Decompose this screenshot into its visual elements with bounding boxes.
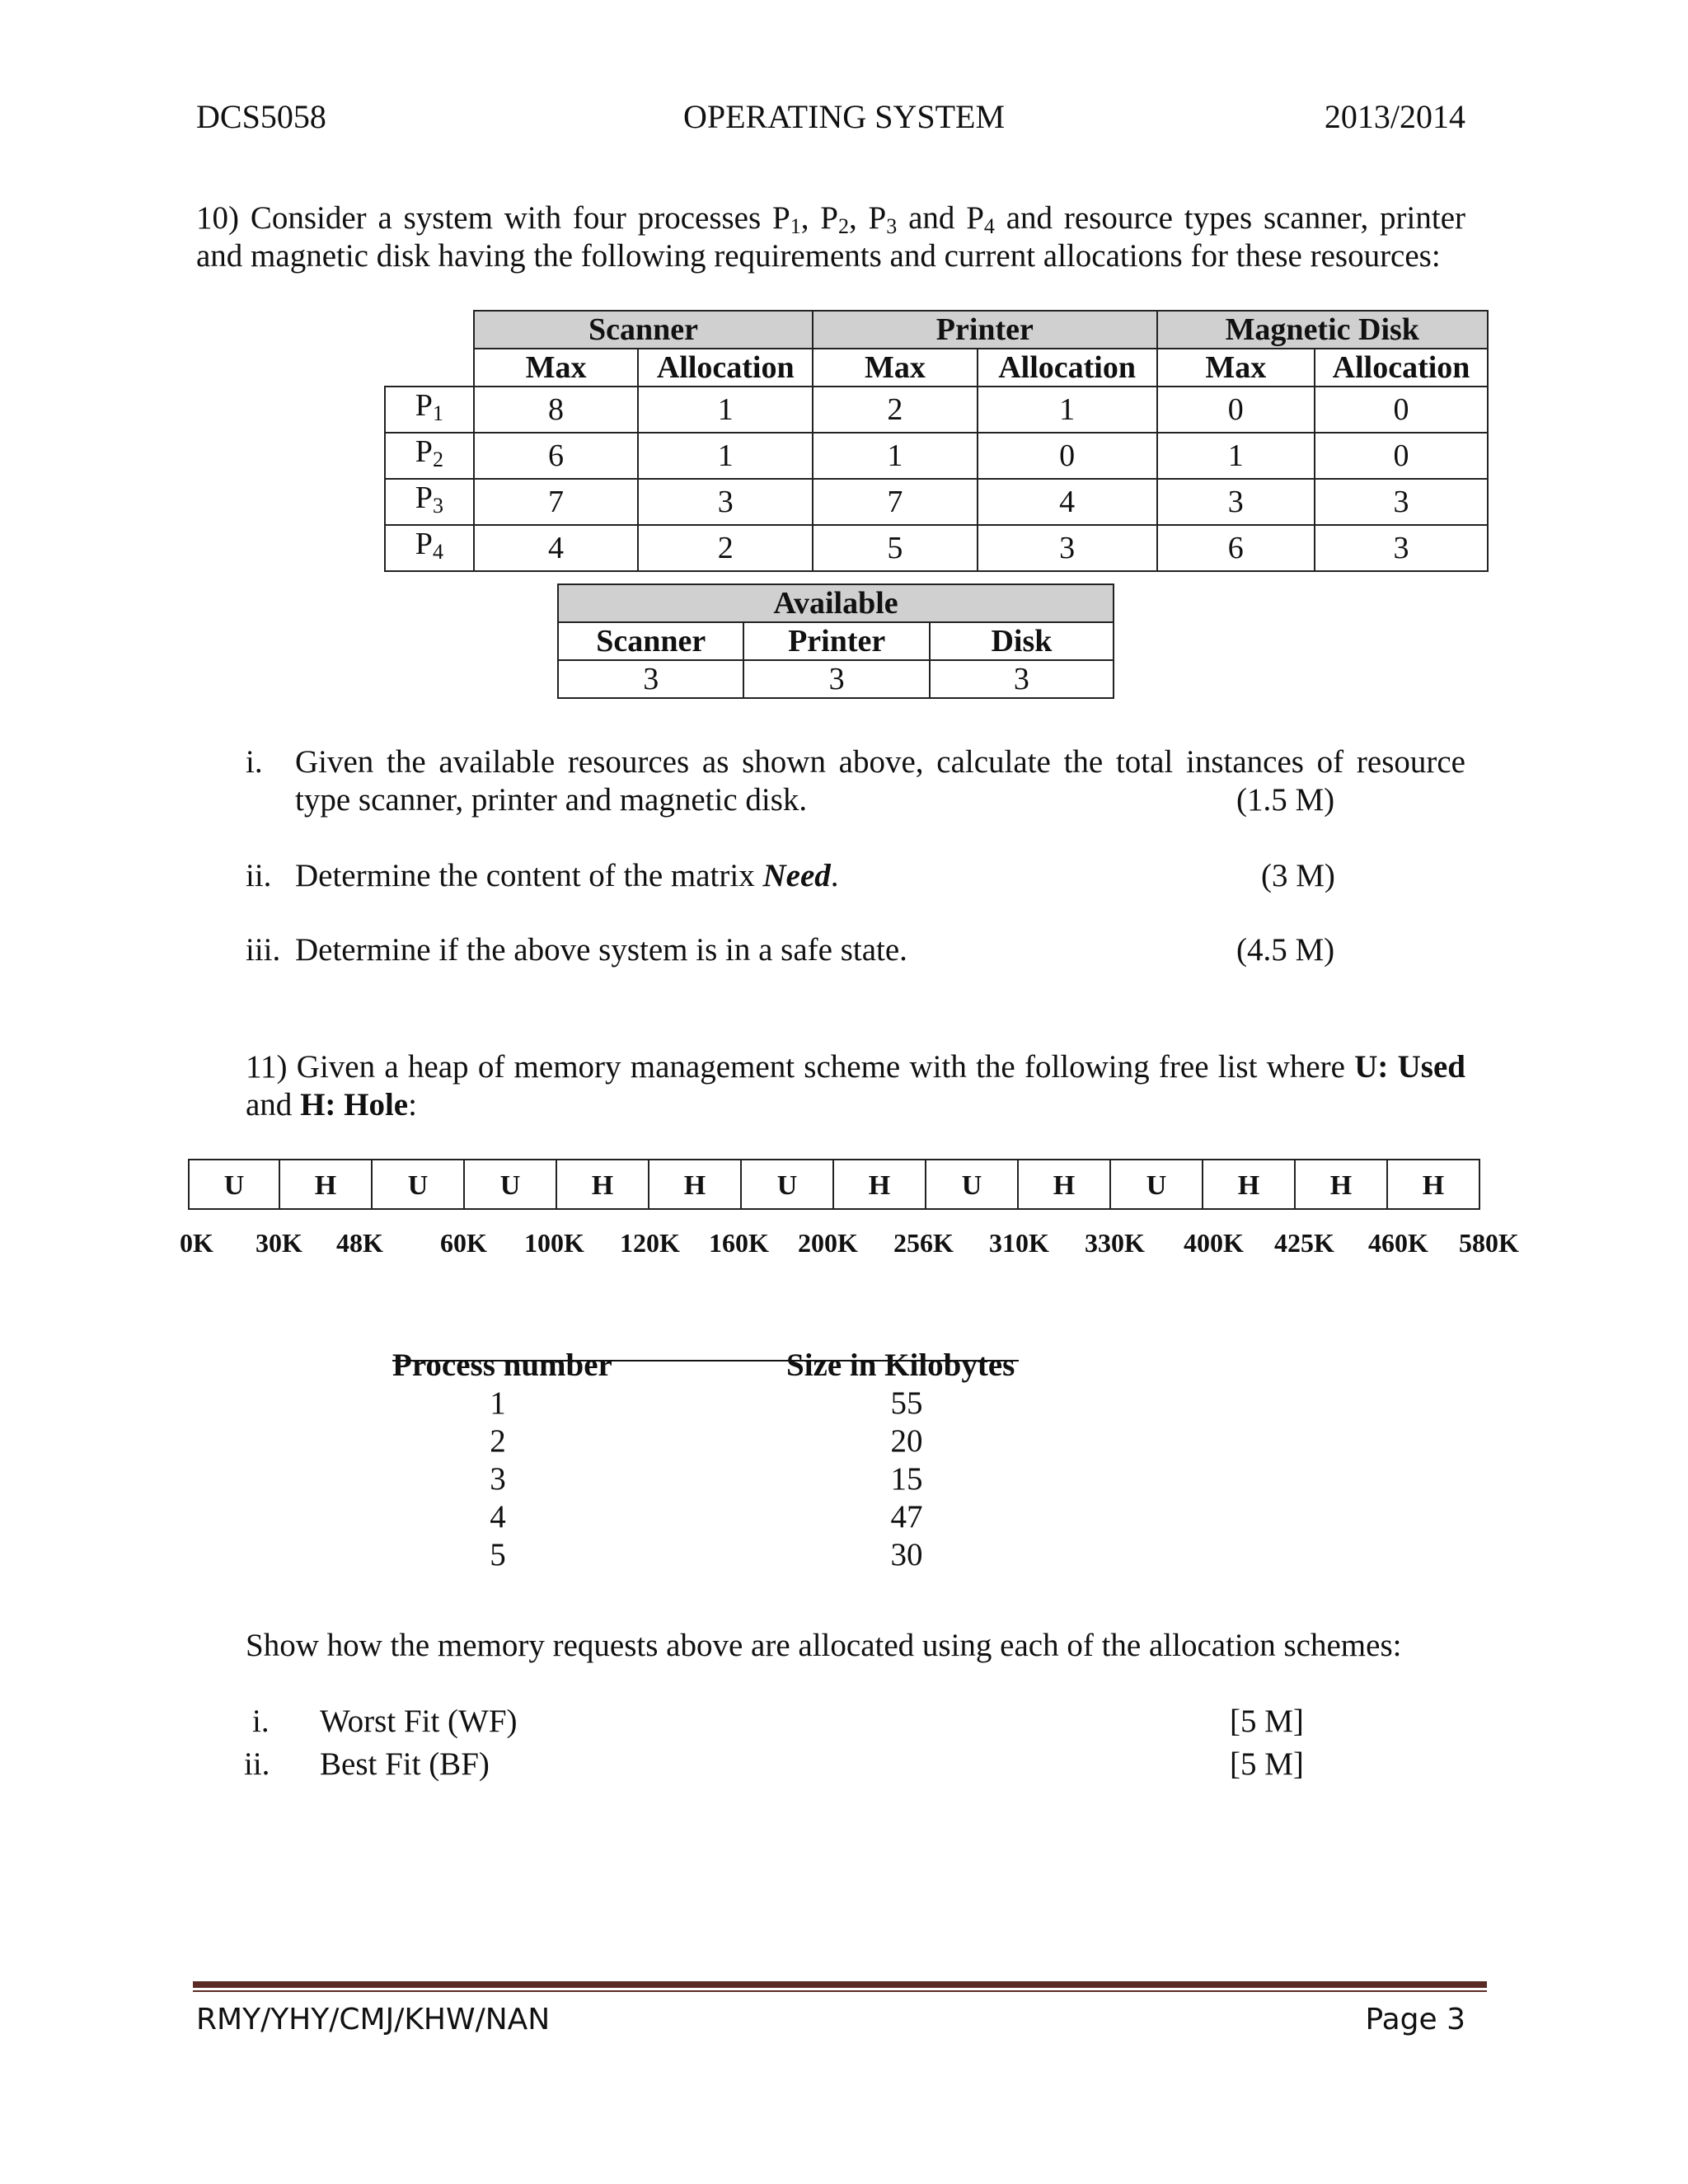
process-size: 20 [890, 1423, 923, 1459]
course-code: DCS5058 [196, 98, 326, 135]
process-label: $P_2$ [385, 433, 474, 479]
cell: 5 [813, 525, 978, 571]
q10-iii-num: iii. [246, 932, 281, 968]
process-number: 1 [490, 1385, 506, 1421]
available-title: Available [558, 584, 1114, 622]
q10-ii-num: ii. [246, 858, 272, 893]
group-magnetic-disk: Magnetic Disk [1157, 311, 1488, 349]
memory-block: U [742, 1159, 834, 1210]
process-number: 3 [490, 1461, 506, 1497]
address-label: 48K [336, 1228, 383, 1258]
resource-allocation-table [384, 310, 1489, 572]
scheme-marks: [5 M] [1230, 1704, 1304, 1739]
memory-block: U [1111, 1159, 1203, 1210]
q10-intro-line2: and magnetic disk having the following requirements and current allocations for these resources: [196, 238, 1441, 274]
memory-free-list [188, 1159, 1480, 1210]
q11-intro-line1: 11) Given a heap of memory management scheme with the following free list where U: Used [246, 1049, 1465, 1085]
memory-block: U [188, 1159, 280, 1210]
resource-subheader-row [385, 349, 1488, 387]
memory-block: U [373, 1159, 465, 1210]
process-label: $P_4$ [385, 525, 474, 571]
address-label: 425K [1274, 1228, 1334, 1258]
memory-block: U [926, 1159, 1019, 1210]
subheader-cell: Allocation [978, 349, 1157, 387]
process-size: 30 [890, 1537, 923, 1572]
resource-group-row [385, 311, 1488, 349]
cell: 1 [813, 433, 978, 479]
cell: 1 [638, 433, 813, 479]
address-label: 30K [256, 1228, 302, 1258]
address-label: 100K [524, 1228, 584, 1258]
cell: 0 [1157, 387, 1315, 433]
cell: 7 [813, 479, 978, 525]
cell: 0 [978, 433, 1157, 479]
address-label: 60K [440, 1228, 487, 1258]
cell: 3 [1315, 525, 1488, 571]
memory-block: H [1203, 1159, 1296, 1210]
group-scanner: Scanner [474, 311, 813, 349]
memory-block: H [1019, 1159, 1111, 1210]
q10-i-line1: Given the available resources as shown above, calculate the total instances of resource [295, 744, 1465, 780]
available-value: 3 [930, 660, 1114, 698]
q10-i-num: i. [246, 744, 263, 780]
address-label: 580K [1459, 1228, 1519, 1258]
process-number-header: Process number [392, 1347, 612, 1383]
cell: 1 [638, 387, 813, 433]
table-row [385, 387, 1488, 433]
session-year: 2013/2014 [1324, 98, 1465, 135]
scheme-num: i. [252, 1704, 270, 1739]
cell: 3 [978, 525, 1157, 571]
cell: 3 [638, 479, 813, 525]
q10-i-marks: (1.5 M) [1236, 782, 1335, 818]
memory-block: H [1388, 1159, 1480, 1210]
subheader-cell: Max [474, 349, 639, 387]
cell: 3 [1157, 479, 1315, 525]
process-number: 2 [490, 1423, 506, 1459]
available-table [557, 583, 1114, 699]
page-title: OPERATING SYSTEM [682, 98, 1006, 135]
address-label: 310K [989, 1228, 1049, 1258]
footer-rule [193, 1981, 1487, 1988]
q11-intro-line2: and H: Hole: [246, 1087, 417, 1122]
q11-instruction: Show how the memory requests above are allocated using each of the allocation schemes: [246, 1628, 1402, 1663]
available-header: Scanner [558, 622, 743, 660]
footer-rule-thin [193, 1990, 1487, 1992]
table-row [385, 525, 1488, 571]
cell: 1 [1157, 433, 1315, 479]
table-row [385, 479, 1488, 525]
available-value: 3 [743, 660, 929, 698]
cell: 4 [474, 525, 639, 571]
group-printer: Printer [813, 311, 1156, 349]
subheader-cell: Max [813, 349, 978, 387]
cell: 1 [978, 387, 1157, 433]
address-label: 256K [893, 1228, 954, 1258]
cell: 8 [474, 387, 639, 433]
memory-block: H [834, 1159, 926, 1210]
process-label: $P_3$ [385, 479, 474, 525]
memory-block: H [280, 1159, 373, 1210]
process-size: 15 [890, 1461, 923, 1497]
address-label: 330K [1085, 1228, 1145, 1258]
process-size: 55 [890, 1385, 923, 1421]
address-label: 460K [1368, 1228, 1428, 1258]
cell: 7 [474, 479, 639, 525]
subheader-cell: Max [1157, 349, 1315, 387]
subheader-cell: Allocation [1315, 349, 1488, 387]
memory-block: H [1296, 1159, 1388, 1210]
cell: 2 [813, 387, 978, 433]
memory-block: U [465, 1159, 557, 1210]
process-label: $P_1$ [385, 387, 474, 433]
cell: 2 [638, 525, 813, 571]
available-value: 3 [558, 660, 743, 698]
cell: 4 [978, 479, 1157, 525]
cell: 0 [1315, 433, 1488, 479]
cell: 0 [1315, 387, 1488, 433]
scheme-label: Worst Fit (WF) [320, 1704, 518, 1739]
footer-authors: RMY/YHY/CMJ/KHW/NAN [196, 2003, 551, 2036]
scheme-label: Best Fit (BF) [320, 1746, 490, 1782]
process-number: 4 [490, 1499, 506, 1535]
q10-ii-marks: (3 M) [1261, 858, 1335, 893]
scheme-num: ii. [244, 1746, 270, 1782]
size-header: Size in Kilobytes [786, 1347, 1015, 1383]
table-row [385, 433, 1488, 479]
address-label: 0K [180, 1228, 213, 1258]
cell: 6 [1157, 525, 1315, 571]
cell: 6 [474, 433, 639, 479]
q10-iii-marks: (4.5 M) [1236, 932, 1335, 968]
q10-intro-line1: 10) Consider a system with four processes $P_1$, $P_2$, $P_3$ and $P_4$ and resource types scanner, printer [196, 200, 1466, 238]
q10-ii-text: Determine the content of the matrix Need. [295, 858, 839, 893]
memory-block: H [557, 1159, 649, 1210]
page-number: Page 3 [1365, 2003, 1465, 2036]
q10-iii-text: Determine if the above system is in a safe state. [295, 932, 907, 968]
address-label: 200K [798, 1228, 858, 1258]
process-size: 47 [890, 1499, 923, 1535]
process-number: 5 [490, 1537, 506, 1572]
available-header: Printer [743, 622, 929, 660]
address-label: 160K [709, 1228, 769, 1258]
memory-block: H [649, 1159, 742, 1210]
address-label: 120K [620, 1228, 680, 1258]
subheader-cell: Allocation [638, 349, 813, 387]
address-label: 400K [1184, 1228, 1244, 1258]
available-header: Disk [930, 622, 1114, 660]
cell: 3 [1315, 479, 1488, 525]
scheme-marks: [5 M] [1230, 1746, 1304, 1782]
q10-i-line2: type scanner, printer and magnetic disk. [295, 782, 808, 818]
